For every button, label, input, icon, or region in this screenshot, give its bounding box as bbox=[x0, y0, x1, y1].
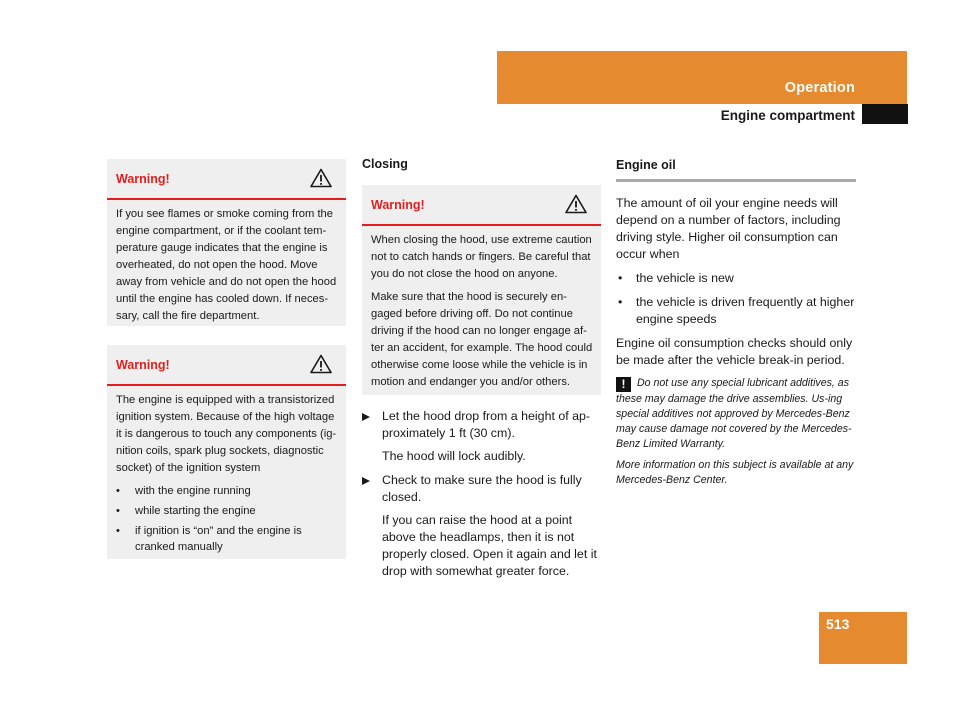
section-tab-marker bbox=[862, 104, 908, 124]
closing-heading: Closing bbox=[362, 157, 408, 171]
list-item: • the vehicle is new bbox=[616, 270, 856, 287]
warning-header bbox=[362, 185, 601, 226]
warning-body bbox=[107, 200, 346, 339]
page-number: 513 bbox=[826, 616, 850, 632]
note-text: Do not use any special lubricant additives, as these may damage the drive assemblies. Us-ing special additives not approved by Mercedes-Benz may cause damage not covered by the Mercedes-Benz Limited Warranty. bbox=[616, 377, 852, 450]
step-result: If you can raise the hood at a point above the headlamps, then it is not properly closed. Open it again and let it drop with somewhat greater force. bbox=[382, 513, 597, 578]
arrow-right-icon bbox=[362, 413, 370, 421]
warning-text: The engine is equipped with a transistorized ignition system. Because of the high voltage it is dangerous to touch any components (ig-nition coils, spark plug sockets, diagnostic socket) of the ignition system bbox=[116, 394, 337, 474]
engine-oil-heading: Engine oil bbox=[616, 157, 856, 182]
engine-oil-section bbox=[616, 157, 856, 494]
warning-triangle-icon bbox=[310, 354, 332, 374]
warning-title: Warning! bbox=[116, 358, 170, 372]
subsection-title: Engine compartment bbox=[720, 108, 855, 123]
warning-triangle-icon bbox=[310, 168, 332, 188]
warning-text: If you see flames or smoke coming from the engine compartment, or if the coolant tem-perature gauge indicates that the engine is overheated, do not open the hood. Move away from vehicle and do not open the hood until the engine has cooled down. If neces-sary, call the fire department. bbox=[116, 208, 337, 322]
warning-bullet-list bbox=[116, 483, 338, 555]
exclamation-icon: ! bbox=[616, 377, 631, 392]
engine-oil-note bbox=[616, 376, 856, 452]
instruction-step bbox=[362, 472, 602, 506]
warning-body bbox=[107, 386, 346, 567]
list-item: • if ignition is “on” and the engine is cranked manually bbox=[116, 523, 338, 555]
section-banner bbox=[497, 51, 907, 104]
list-item: • while starting the engine bbox=[116, 503, 338, 519]
engine-oil-check-text: Engine oil consumption checks should only be made after the vehicle break-in period. bbox=[616, 336, 853, 367]
warning-text: Make sure that the hood is securely en-gaged before driving off. Do not continue driving if the hood can no longer engage af-ter an accident, for example. The hood could otherwise come loose while the vehicle is in motion and endanger you and/or others. bbox=[371, 291, 593, 388]
warning-box-ignition bbox=[107, 345, 346, 559]
step-text: Let the hood drop from a height of ap-proximately 1 ft (30 cm). bbox=[382, 409, 591, 440]
warning-header bbox=[107, 345, 346, 386]
warning-header bbox=[107, 159, 346, 200]
step-result: The hood will lock audibly. bbox=[382, 449, 526, 463]
section-title: Operation bbox=[784, 80, 855, 96]
warning-text: When closing the hood, use extreme caution not to catch hands or fingers. Be careful that you do not close the hood on anyone. bbox=[371, 234, 592, 280]
warning-box-flames bbox=[107, 159, 346, 326]
engine-oil-intro: The amount of oil your engine needs will depend on a number of factors, including driving style. Higher oil consumption can occur when bbox=[616, 196, 841, 261]
warning-triangle-icon bbox=[565, 194, 587, 214]
warning-body bbox=[362, 226, 601, 405]
more-info-note: More information on this subject is available at any Mercedes-Benz Center. bbox=[616, 459, 854, 486]
engine-oil-bullet-list bbox=[616, 270, 856, 328]
page-number-box bbox=[819, 612, 907, 664]
closing-steps bbox=[362, 408, 602, 587]
list-item: • the vehicle is driven frequently at higher engine speeds bbox=[616, 294, 856, 328]
step-text: Check to make sure the hood is fully closed. bbox=[382, 473, 582, 504]
warning-title: Warning! bbox=[116, 172, 170, 186]
list-item: • with the engine running bbox=[116, 483, 338, 499]
instruction-step bbox=[362, 408, 602, 442]
warning-box-closing bbox=[362, 185, 601, 395]
arrow-right-icon bbox=[362, 477, 370, 485]
warning-title: Warning! bbox=[371, 198, 425, 212]
